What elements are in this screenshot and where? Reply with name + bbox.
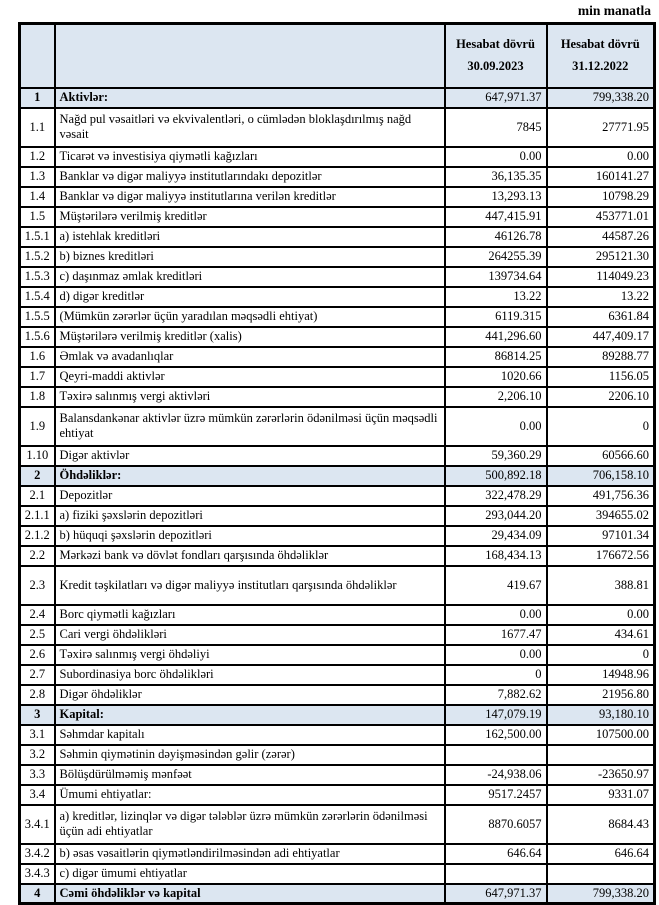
value-2022-cell: 2206.10 [547, 387, 655, 407]
row-number-cell: 2.1.2 [20, 526, 55, 546]
value-2023-cell: 646.64 [445, 844, 547, 864]
value-2023-cell: 322,478.29 [445, 486, 547, 506]
value-2023-cell: 168,434.13 [445, 546, 547, 566]
row-label-cell: a) kreditlər, lizinqlər və digər tələblər üzrə mümkün zərərlərin ödənilməsi üçün adi ehtiyatlar [55, 805, 445, 844]
value-2023-cell: 500,892.18 [445, 466, 547, 486]
header-period-2023-cell [445, 24, 547, 88]
value-2023-cell: 13,293.13 [445, 187, 547, 207]
value-2023-cell: 6119.315 [445, 307, 547, 327]
row-label-cell: Cari vergi öhdəlikləri [55, 625, 445, 645]
table-row [20, 407, 655, 446]
header-number-cell [20, 24, 55, 88]
row-number-cell: 2.7 [20, 665, 55, 685]
value-2022-cell: 434.61 [547, 625, 655, 645]
row-number-cell: 3.4.2 [20, 844, 55, 864]
table-row [20, 466, 655, 486]
row-label-cell: Qeyri-maddi aktivlər [55, 367, 445, 387]
row-label-cell: Cəmi öhdəliklər və kapital [55, 884, 445, 904]
row-label-cell: Bölüşdürülməmiş mənfəət [55, 765, 445, 785]
value-2022-cell: 388.81 [547, 566, 655, 605]
value-2023-cell: 147,079.19 [445, 705, 547, 725]
value-2022-cell: 453771.01 [547, 207, 655, 227]
row-number-cell: 1.6 [20, 347, 55, 367]
table-row [20, 347, 655, 367]
value-2023-cell: 419.67 [445, 566, 547, 605]
value-2022-cell: 60566.60 [547, 446, 655, 466]
value-2022-cell: 107500.00 [547, 725, 655, 745]
value-2023-cell: 0.00 [445, 645, 547, 665]
row-label-cell: Ümumi ehtiyatlar: [55, 785, 445, 805]
table-row [20, 108, 655, 147]
row-number-cell: 3.3 [20, 765, 55, 785]
row-label-cell: Müştərilərə verilmiş kreditlər [55, 207, 445, 227]
value-2022-cell: 0.00 [547, 147, 655, 167]
row-label-cell: Təxirə salınmış vergi aktivləri [55, 387, 445, 407]
value-2023-cell: 0.00 [445, 605, 547, 625]
row-label-cell: Mərkəzi bank və dövlət fondları qarşısında öhdəliklər [55, 546, 445, 566]
row-number-cell: 2.5 [20, 625, 55, 645]
value-2022-cell: 9331.07 [547, 785, 655, 805]
value-2023-cell: 46126.78 [445, 227, 547, 247]
table-row [20, 765, 655, 785]
value-2022-cell: 176672.56 [547, 546, 655, 566]
value-2023-cell: 647,971.37 [445, 88, 547, 108]
row-label-cell: Banklar və digər maliyyə institutlarına verilən kreditlər [55, 187, 445, 207]
row-number-cell: 1.4 [20, 187, 55, 207]
value-2023-cell: 264255.39 [445, 247, 547, 267]
value-2023-cell [445, 864, 547, 884]
value-2023-cell: 0.00 [445, 407, 547, 446]
period-2023-title: Hesabat dövrü [456, 36, 535, 51]
row-label-cell: Təxirə salınmış vergi öhdəliyi [55, 645, 445, 665]
row-number-cell: 2.1.1 [20, 506, 55, 526]
value-2022-cell: 13.22 [547, 287, 655, 307]
row-number-cell: 1.7 [20, 367, 55, 387]
value-2022-cell: 114049.23 [547, 267, 655, 287]
table-row [20, 645, 655, 665]
row-number-cell: 2.6 [20, 645, 55, 665]
value-2022-cell: 0.00 [547, 605, 655, 625]
table-row [20, 506, 655, 526]
row-label-cell: Digər öhdəliklər [55, 685, 445, 705]
value-2023-cell: 647,971.37 [445, 884, 547, 904]
row-number-cell: 1.3 [20, 167, 55, 187]
value-2023-cell: 9517.2457 [445, 785, 547, 805]
row-number-cell: 1.5.2 [20, 247, 55, 267]
value-2023-cell: 7845 [445, 108, 547, 147]
table-row [20, 307, 655, 327]
row-label-cell: b) hüquqi şəxslərin depozitləri [55, 526, 445, 546]
table-row [20, 247, 655, 267]
table-row [20, 665, 655, 685]
row-number-cell: 1.5.1 [20, 227, 55, 247]
value-2022-cell: 0 [547, 645, 655, 665]
row-number-cell: 1.8 [20, 387, 55, 407]
table-row [20, 227, 655, 247]
row-number-cell: 1.5 [20, 207, 55, 227]
value-2022-cell: 394655.02 [547, 506, 655, 526]
value-2023-cell: 7,882.62 [445, 685, 547, 705]
row-label-cell: d) digər kreditlər [55, 287, 445, 307]
value-2023-cell [445, 745, 547, 765]
table-row [20, 805, 655, 844]
row-number-cell: 1.5.5 [20, 307, 55, 327]
table-row [20, 327, 655, 347]
value-2022-cell: 160141.27 [547, 167, 655, 187]
value-2023-cell: -24,938.06 [445, 765, 547, 785]
row-label-cell: Müştərilərə verilmiş kreditlər (xalis) [55, 327, 445, 347]
row-number-cell: 3.4.3 [20, 864, 55, 884]
table-row [20, 187, 655, 207]
value-2022-cell: 295121.30 [547, 247, 655, 267]
value-2023-cell: 162,500.00 [445, 725, 547, 745]
value-2022-cell: 799,338.20 [547, 884, 655, 904]
table-row [20, 745, 655, 765]
row-number-cell: 1.5.6 [20, 327, 55, 347]
header-period-2022-cell [547, 24, 655, 88]
row-number-cell: 2.4 [20, 605, 55, 625]
row-number-cell: 2.1 [20, 486, 55, 506]
period-2022-title: Hesabat dövrü [560, 36, 640, 51]
table-row [20, 446, 655, 466]
row-label-cell: Depozitlər [55, 486, 445, 506]
value-2023-cell: 59,360.29 [445, 446, 547, 466]
row-label-cell: Aktivlər: [55, 88, 445, 108]
value-2022-cell: 447,409.17 [547, 327, 655, 347]
row-number-cell: 3 [20, 705, 55, 725]
row-label-cell: Əmlak və avadanlıqlar [55, 347, 445, 367]
row-label-cell: Subordinasiya borc öhdəlikləri [55, 665, 445, 685]
table-row [20, 844, 655, 864]
value-2022-cell: 1156.05 [547, 367, 655, 387]
row-number-cell: 3.1 [20, 725, 55, 745]
row-label-cell: c) digər ümumi ehtiyatlar [55, 864, 445, 884]
row-label-cell: (Mümkün zərərlər üçün yaradılan məqsədli ehtiyat) [55, 307, 445, 327]
table-row [20, 625, 655, 645]
value-2022-cell: 799,338.20 [547, 88, 655, 108]
row-number-cell: 4 [20, 884, 55, 904]
row-number-cell: 1.2 [20, 147, 55, 167]
row-number-cell: 1.5.4 [20, 287, 55, 307]
table-row [20, 486, 655, 506]
table-body [20, 88, 655, 904]
value-2023-cell: 447,415.91 [445, 207, 547, 227]
row-label-cell: Səhmin qiymətinin dəyişməsindən gəlir (zərər) [55, 745, 445, 765]
table-row [20, 387, 655, 407]
value-2023-cell: 36,135.35 [445, 167, 547, 187]
table-row [20, 88, 655, 108]
value-2022-cell: 44587.26 [547, 227, 655, 247]
row-label-cell: a) istehlak kreditləri [55, 227, 445, 247]
value-2023-cell: 293,044.20 [445, 506, 547, 526]
row-label-cell: a) fiziki şəxslərin depozitləri [55, 506, 445, 526]
row-label-cell: Kredit təşkilatları və digər maliyyə institutları qarşısında öhdəliklər [55, 566, 445, 605]
row-number-cell: 3.4 [20, 785, 55, 805]
value-2022-cell: 27771.95 [547, 108, 655, 147]
table-row [20, 287, 655, 307]
unit-label: min manatla [577, 3, 651, 18]
value-2023-cell: 441,296.60 [445, 327, 547, 347]
row-label-cell: b) biznes kreditləri [55, 247, 445, 267]
table-row [20, 864, 655, 884]
value-2023-cell: 1020.66 [445, 367, 547, 387]
value-2023-cell: 2,206.10 [445, 387, 547, 407]
table-row [20, 267, 655, 287]
row-label-cell: Öhdəliklər: [55, 466, 445, 486]
value-2022-cell [547, 745, 655, 765]
period-2022-date: 31.12.2022 [572, 59, 629, 74]
row-number-cell: 1.5.3 [20, 267, 55, 287]
row-label-cell: Nağd pul vəsaitləri və ekvivalentləri, o cümlədən bloklaşdırılmış nağd vəsait [55, 108, 445, 147]
value-2022-cell: 93,180.10 [547, 705, 655, 725]
value-2022-cell: 491,756.36 [547, 486, 655, 506]
row-number-cell: 1.1 [20, 108, 55, 147]
value-2022-cell: 21956.80 [547, 685, 655, 705]
value-2022-cell: -23650.97 [547, 765, 655, 785]
table-row [20, 566, 655, 605]
row-label-cell: b) əsas vəsaitlərin qiymətləndirilməsindən adi ehtiyatlar [55, 844, 445, 864]
header-label-cell [55, 24, 445, 88]
row-label-cell: Ticarət və investisiya qiymətli kağızları [55, 147, 445, 167]
table-row [20, 546, 655, 566]
value-2023-cell: 139734.64 [445, 267, 547, 287]
value-2022-cell: 6361.84 [547, 307, 655, 327]
table-row [20, 685, 655, 705]
balance-sheet-table [18, 22, 656, 905]
table-row [20, 705, 655, 725]
value-2022-cell: 706,158.10 [547, 466, 655, 486]
row-label-cell: Banklar və digər maliyyə institutlarındakı depozitlər [55, 167, 445, 187]
row-number-cell: 2.3 [20, 566, 55, 605]
table-header-row [20, 24, 655, 88]
value-2023-cell: 1677.47 [445, 625, 547, 645]
value-2023-cell: 8870.6057 [445, 805, 547, 844]
row-label-cell: Səhmdar kapitalı [55, 725, 445, 745]
value-2023-cell: 0.00 [445, 147, 547, 167]
value-2023-cell: 13.22 [445, 287, 547, 307]
row-label-cell: Digər aktivlər [55, 446, 445, 466]
value-2022-cell: 97101.34 [547, 526, 655, 546]
table-row [20, 725, 655, 745]
value-2022-cell: 0 [547, 407, 655, 446]
value-2022-cell: 10798.29 [547, 187, 655, 207]
period-2023-date: 30.09.2023 [467, 59, 524, 74]
row-number-cell: 1 [20, 88, 55, 108]
table-row [20, 884, 655, 904]
value-2022-cell: 646.64 [547, 844, 655, 864]
table-row [20, 785, 655, 805]
value-2022-cell: 89288.77 [547, 347, 655, 367]
row-number-cell: 2 [20, 466, 55, 486]
value-2022-cell [547, 864, 655, 884]
value-2022-cell: 8684.43 [547, 805, 655, 844]
row-number-cell: 1.10 [20, 446, 55, 466]
table-row [20, 605, 655, 625]
table-row [20, 367, 655, 387]
row-number-cell: 2.2 [20, 546, 55, 566]
row-number-cell: 1.9 [20, 407, 55, 446]
row-label-cell: Kapital: [55, 705, 445, 725]
table-row [20, 147, 655, 167]
row-number-cell: 2.8 [20, 685, 55, 705]
row-number-cell: 3.4.1 [20, 805, 55, 844]
row-label-cell: Borc qiymətli kağızları [55, 605, 445, 625]
row-label-cell: Balansdankənar aktivlər üzrə mümkün zərərlərin ödənilməsi üçün məqsədli ehtiyat [55, 407, 445, 446]
value-2022-cell: 14948.96 [547, 665, 655, 685]
row-label-cell: c) daşınmaz əmlak kreditləri [55, 267, 445, 287]
table-row [20, 526, 655, 546]
value-2023-cell: 0 [445, 665, 547, 685]
table-row [20, 167, 655, 187]
table-row [20, 207, 655, 227]
value-2023-cell: 29,434.09 [445, 526, 547, 546]
row-number-cell: 3.2 [20, 745, 55, 765]
value-2023-cell: 86814.25 [445, 347, 547, 367]
